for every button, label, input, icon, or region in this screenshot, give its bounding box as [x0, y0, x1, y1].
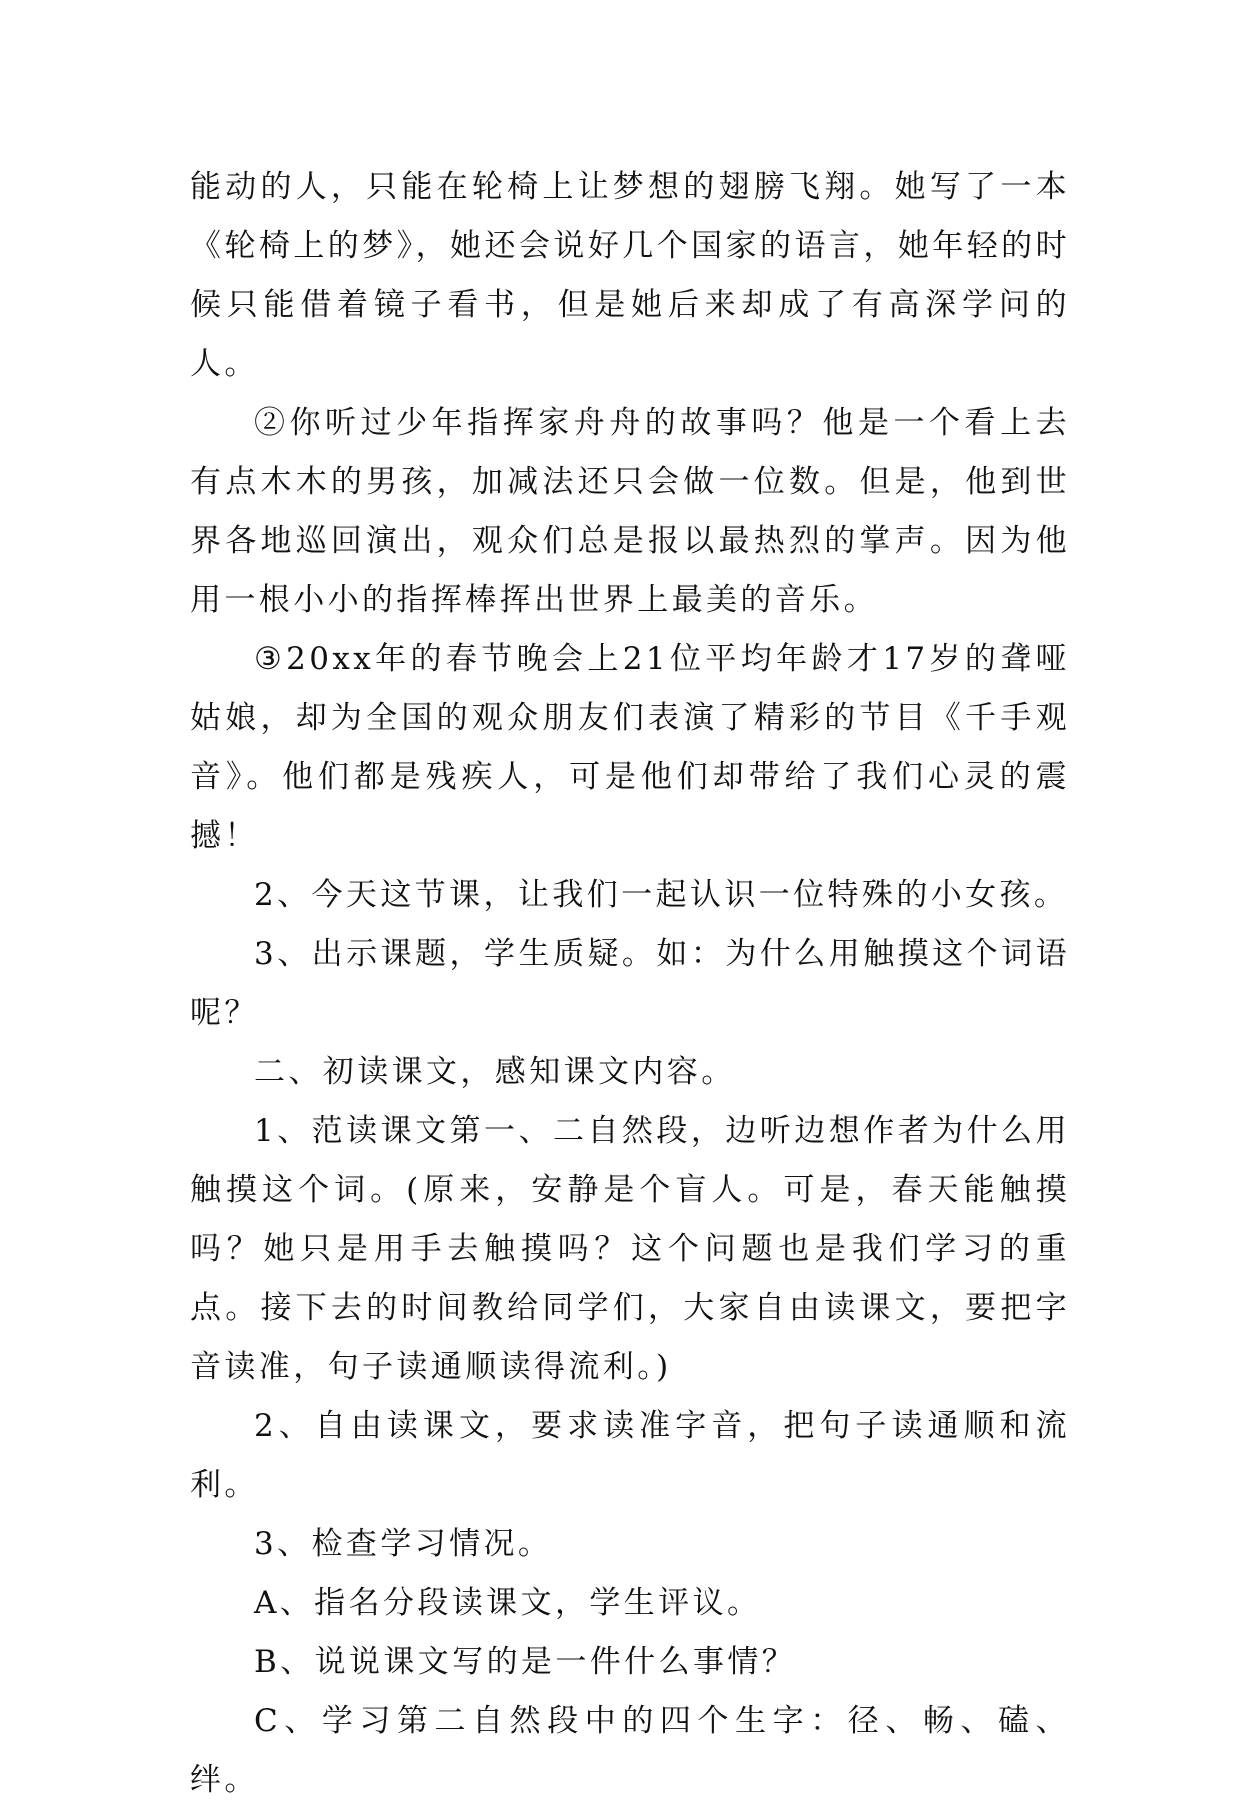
paragraph: 3、检查学习情况。: [254, 1526, 553, 1562]
list-item: C、学习第二自然段中的四个生字：径、畅、磕、绊。: [190, 1703, 1070, 1798]
paragraph: 1、范读课文第一、二自然段，边听边想作者为什么用触摸这个词。(原来，安静是个盲人。可是，春天能触摸吗？她只是用手去触摸吗？这个问题也是我们学习的重点。接下去的时间教给同学们，大家自由读课文，要把字音读准，句子读通顺读得流利。): [190, 1113, 1070, 1385]
document-body: [190, 158, 1070, 1810]
list-item: A、指名分段读课文，学生评议。: [254, 1585, 762, 1621]
paragraph: ②你听过少年指挥家舟舟的故事吗？他是一个看上去有点木木的男孩，加减法还只会做一位数。但是，他到世界各地巡回演出，观众们总是报以最热烈的掌声。因为他用一根小小的指挥棒挥出世界上最美的音乐。: [190, 405, 1070, 618]
paragraph: 2、自由读课文，要求读准字音，把句子读通顺和流利。: [190, 1408, 1070, 1503]
paragraph: 3、出示课题，学生质疑。如：为什么用触摸这个词语呢？: [190, 936, 1070, 1031]
list-item: B、说说课文写的是一件什么事情？: [254, 1644, 797, 1680]
paragraph: ③20xx年的春节晚会上21位平均年龄才17岁的聋哑姑娘，却为全国的观众朋友们表演了精彩的节目《千手观音》。他们都是残疾人，可是他们却带给了我们心灵的震撼！: [190, 641, 1070, 854]
section-heading: 二、初读课文，感知课文内容。: [254, 1054, 736, 1090]
paragraph: 能动的人，只能在轮椅上让梦想的翅膀飞翔。她写了一本《轮椅上的梦》，她还会说好几个国家的语言，她年轻的时候只能借着镜子看书，但是她后来却成了有高深学问的人。: [190, 169, 1070, 382]
paragraph: 2、今天这节课，让我们一起认识一位特殊的小女孩。: [254, 877, 1069, 913]
